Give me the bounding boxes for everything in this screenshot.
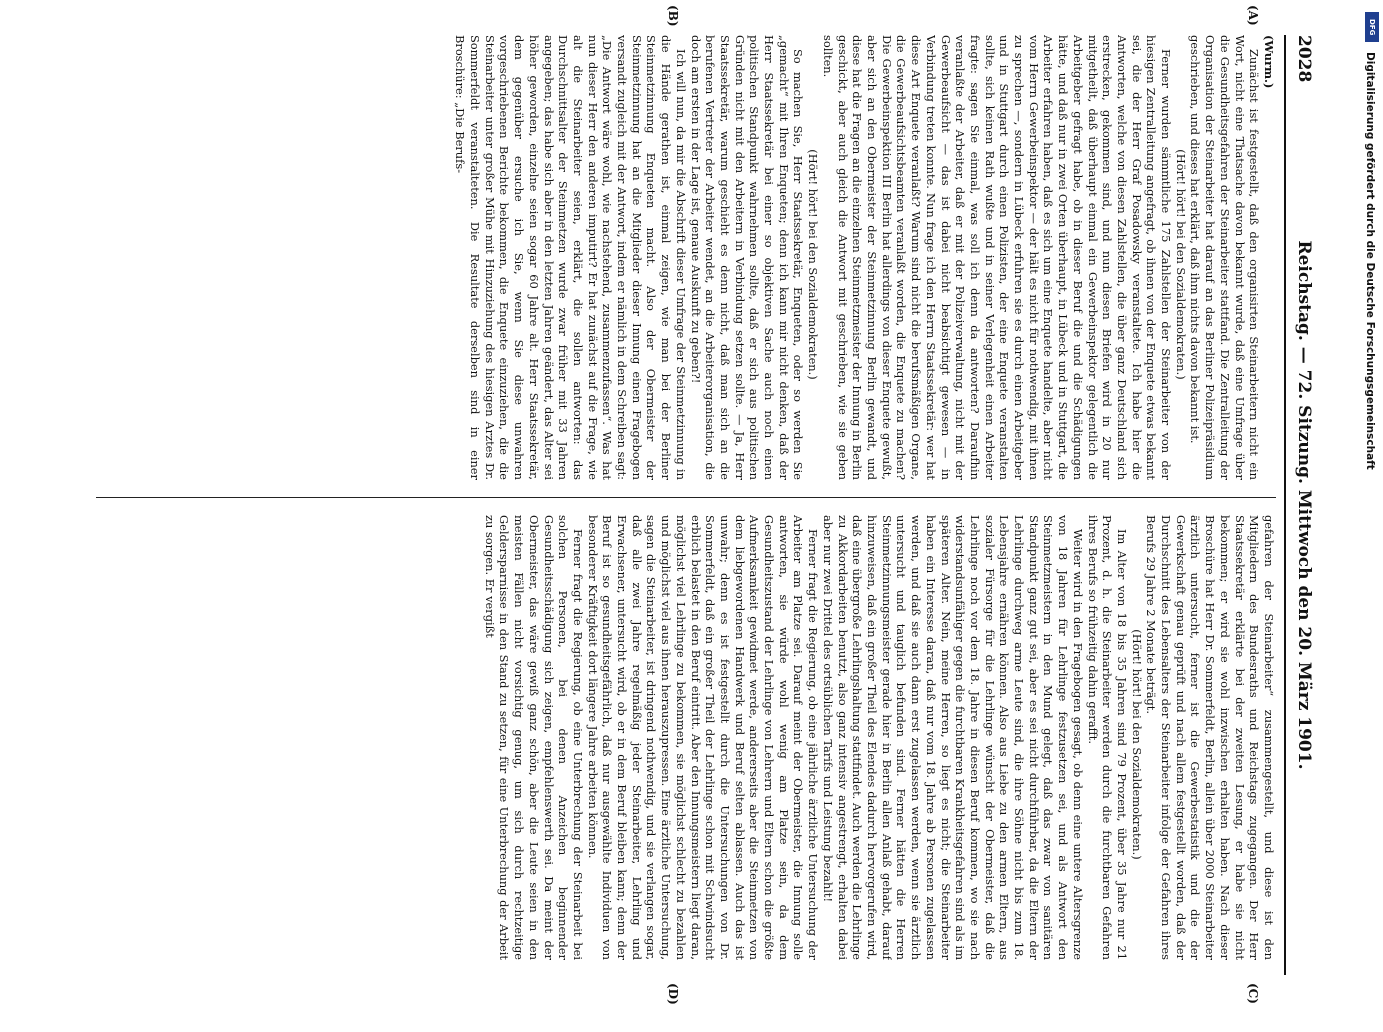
paragraph: Ferner fragt die Regierung, ob eine jährliche ärztliche Untersuchung der Arbeiter am Platze sei. Darauf meint der Obermeister, die Innung solle antworten, sie würde wohl wenig am Platze sein, da dem Gesundheitszustand der Lehrlinge von Lehrern und Eltern schon die größte Aufmerksamkeit gewidmet werde, andererseits aber die Steinmetzen von dem liebgewordenen Handwerk und Beruf selten ablassen. Auch das ist unwahr; denn es ist festgestellt durch die Untersuchungen von Dr. Sommerfeldt, daß ein großer Theil der Lehrlinge schon mit Schwindsucht erblich belastet in den Beruf eintritt. Aber den Innungsmeistern liegt daran, möglichst viel Lehrlinge zu bekommen, sie möglichst schlecht zu bezahlen und möglichst viel aus ihnen herauszupressen. Eine ärztliche Untersuchung, sagen die Steinarbeiter, ist dringend nothwendig, und sie verlangen sogar, daß alle zwei Jahre regelmäßig jeder Steinarbeiter, Lehrling und Erwachsener, untersucht wird, ob er in dem Beruf bleiben kann; denn der Beruf ist so gesundheitsgefährlich, daß nur ausgewählte Individuen von besonderer Kräftigkeit dort längere Jahre arbeiten können. (585, 515, 821, 960)
interjection: (Hört! hört! bei den Sozialdemokraten.) (806, 149, 821, 380)
paragraph: Ferner fragt die Regierung, ob eine Unterbrechung der Steinarbeit bei solchen Personen, bei denen Anzeichen beginnender Gesundheitsschädigung sich zeigen, empfehlenswerth sei. Da meint der Obermeister, das wäre gewiß ganz schön, aber die Leute seien in den meisten Fällen nicht vorsichtig genug, um sich durch rechtzeitige Geldersparnisse in den Stand zu setzen, für eine Unterbrechung der Arbeit zu sorgen. Er vergißt (482, 515, 585, 960)
paragraph: Zunächst ist festgestellt, daß den organisirten Steinarbeitern nicht ein Wort, nicht eine Thatsache davon bekannt wurde, daß eine Umfrage über die Gesundheitsgefahren der Steinarbeiter stattfand. Die Zentralleitung der Organisation der Steinarbeiter hat darauf an das Berliner Polizeipräsidium geschrieben, und dieses hat erklärt, daß ihm nichts davon bekannt ist. (1188, 35, 1262, 480)
right-column (76, 515, 1276, 960)
page-number: 2028 (1294, 35, 1314, 83)
paragraph: gefahren der Steinarbeiter“ zusammengestellt, und diese ist den Mitgliedern des Bundesraths und Reichstags zugegangen. Der Herr Staatssekretär erklärte bei der zweiten Lesung, er habe sie nicht bekommen; er wird sie wohl inzwischen erhalten haben. Nach dieser Broschüre hat Herr Dr. Sommerfeldt, Berlin, allein über 2000 Steinarbeiter ärztlich untersucht, ferner ist die Gewerbestatistik und die der Gewerkschaft genau geprüft und nach allem festgestellt worden, daß der Durchschnitt des Lebensalters der Steinarbeiter infolge der Gefahren ihres Berufs 29 Jahre 2 Monate beträgt. (1144, 515, 1276, 960)
page-title: Reichstag. — 72. Sitzung. Mittwoch den 20. März 1901. (1294, 240, 1314, 770)
margin-marker-c: (C) (1246, 983, 1260, 1004)
paragraph: Ferner wurden sämmtliche 175 Zahlstellen der Steinarbeiter von der hiesigen Zentralleitung angefragt, ob ihnen von der Enquete etwas bekannt sei, die der Herr Graf Posadowsky veranstaltete. Ich habe hier die Antworten, welche von diesen Zahlstellen, die über ganz Deutschland sich erstrecken, gekommen sind, und nun diesen Briefen wird in 20 nur mitgetheilt, daß überhaupt einmal ein Gewerbeinspektor gelegentlich die Arbeitgeber gefragt habe, ob in dieser Beruf die und die Schädigungen hätte, und daß nur in zwei Orten überhaupt, in Lübeck und in Stuttgart, die Arbeiter erfahren haben, daß es sich um eine Enquete handelte, aber nicht vom Herrn Gewerbeinspektor — der hält es nicht für nothwendig, mit ihnen zu sprechen —, sondern in Lübeck erfuhren sie es durch einen Arbeitgeber und in Stuttgart durch einen Polizisten, der eine Enquete veranstalten sollte, sich keinen Rath wußte und in seiner Verlegenheit einen Arbeiter fragte: sagen Sie einmal, was soll ich denn da antworten? Daraufhin veranlaßte der Arbeiter, daß er mit der Polizeiverwaltung, nicht mit der Gewerbeaufsicht — das ist dabei nicht beabsichtigt gewesen — in Verbindung treten konnte. Nun frage ich den Herrn Staatssekretär: wer hat diese Art Enquete veranlaßt? Warum sind nicht die berufsmäßigen Organe, die Gewerbeaufsichtsbeamten veranlaßt worden, die Enquete zu machen? Die Gewerbeinspektion III Berlin hat allerdings von dieser Enquete gewußt, aber sich an den Obermeister der Steinmetzinnung Berlin gewandt, und diese hat die Fragen an die einzelnen Steinmetzmeister der Innung in Berlin geschickt, aber auch gleich die Antwort mit geschrieben, wie sie geben sollten. (820, 35, 1174, 480)
column-divider (96, 497, 1276, 498)
dfg-logo (1365, 12, 1379, 42)
dfg-logo-text: DFG (1368, 18, 1376, 36)
paragraph: Ich will nun, da mir die Abschrift dieser Umfrage der Steinmetzinnung in die Hände gerathen ist, einmal zeigen, wie man bei der Berliner Steinmetzinnung Enqueten macht. Also der Obermeister der Steinmetzinnung hat an die Mitglieder dieser Innung einen Fragebogen versandt zugleich mit der Antwort, indem er nämlich in dem Schreiben sagt: „Die Antwort wäre wohl, wie nachstehend, zusammenzufassen“. Was hat nun dieser Herr den anderen imputirt? Er hat zunächst auf die Frage, wie alt die Steinarbeiter seien, erklärt, die sollen antworten: das Durchschnittsalter der Steinmetzen wurde zwar früher mit 33 Jahren angegeben; das habe sich aber in den letzten Jahren geändert, das Alter sei höher geworden, einzelne seien sogar 60 Jahre alt. Herr Staatssekretär, dem gegenüber ersuche ich Sie, wenn Sie diese unwahren vorgeschriebenen Berichte bekommen, die Enquete einzuziehen, die die Steinarbeiter unter großer Mühe mit Hinzuziehung des hiesigen Arztes Dr. Sommerfeldt veranstalteten. Die Resultate derselben sind in einer Broschüre: „Die Berufs- (453, 35, 688, 480)
interjection: (Hört! hört! bei den Sozialdemokraten.) (1173, 149, 1188, 380)
page-header (1284, 35, 1320, 975)
interjection: (Hört! hört! bei den Sozialdemokraten.) (1129, 629, 1144, 860)
digitization-note-text: Digitalisierung gefördert durch die Deutsche Forschungsgemeinschaft (1364, 52, 1376, 470)
margin-marker-a: (A) (1246, 5, 1260, 26)
paragraph: So machen Sie, Herr Staatssekretär, Enqueten, oder so werden Sie „gemacht“ mit Ihren Enqueten; denn ich kann mir nicht denken, daß der Herr Staatssekretär bei einer so objektiven Sache auch noch einen politischen Standpunkt wahrnehmen sollte, daß er sich aus politischen Gründen nicht mit den Arbeitern in Verbindung setzen sollte. — Ja, Herr Staatssekretär, warum geschieht es denn nicht, daß man sich an die berufenen Vertreter der Arbeiter wendet, an die Arbeiterorganisation, die doch am ersten in der Lage ist, genaue Auskunft zu geben?! (688, 35, 806, 480)
margin-marker-b: (B) (666, 5, 680, 27)
digitization-note (1362, 52, 1378, 1032)
left-column (76, 35, 1276, 480)
paragraph: Weiter wird in den Fragebogen gesagt, ob denn eine untere Altersgrenze von 18 Jahren für Lehrlinge festzusetzen sei, und als Antwort den Steinmetzmeistern in den Mund gelegt, daß das zwar von sanitären Standpunkt ganz gut sei, aber es sei nicht durchführbar, da die Eltern der Lehrlinge durchweg arme Leute sind, die ihre Söhne nicht bis zum 18. Lebensjahre ernähren können. Also aus Liebe zu den armen Eltern, aus sozialer Fürsorge für die Lehrlinge wünscht der Obermeister, daß die Lehrlinge noch vor dem 18. Jahre in diesen Beruf kommen, wo sie nach widerstandsunfähiger gegen die furchtbaren Krankheitsgefahren sind als im späteren Alter. Nein, meine Herren, so liegt es nicht; die Steinarbeiter haben ein Interesse daran, daß nur vom 18. Jahre ab Personen zugelassen werden, und daß sie auch dann erst zugelassen werden, wenn sie ärztlich untersucht und tauglich befunden sind. Ferner hätten die Herren Steinmetzinnungsmeister gerade hier in Berlin allen Anlaß gehabt, darauf hinzuweisen, daß ein großer Theil des Elendes dadurch hervorgerufen wird, daß eine übergroße Lehrlingshaltung stattfindet. Auch werden die Lehrlinge zu Akkordarbeiten benutzt, also ganz intensiv angestrengt, erhalten dabei aber nur zwei Drittel des ortsüblichen Tarifs und Leistung bezahlt! (820, 515, 1085, 960)
document-page (60, 5, 1320, 1005)
paragraph: Im Alter von 18 bis 35 Jahren sind 79 Prozent, über 35 Jahre nur 21 Prozent, d. h. die Steinarbeiter werden durch die furchtbaren Gefahren ihres Berufs so frühzeitig dahin gerafft. (1085, 515, 1129, 960)
speaker-reference: (Wurm.) (1262, 35, 1276, 89)
margin-marker-d: (D) (666, 983, 680, 1005)
